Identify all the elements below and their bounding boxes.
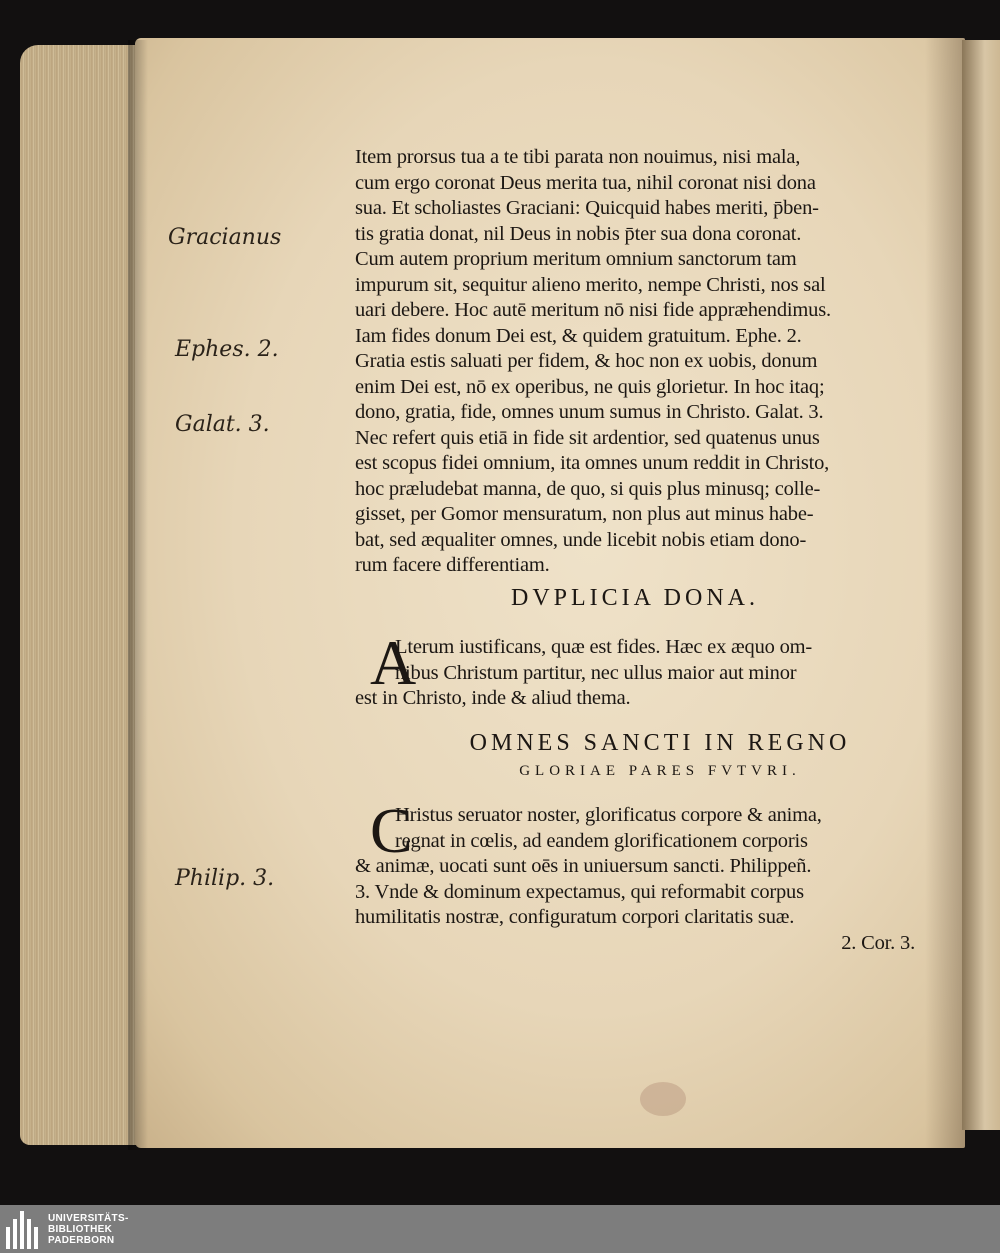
margin-note-philip: Philip. 3. <box>175 866 275 891</box>
text-line: nibus Christum partitur, nec ullus maior aut minor <box>395 661 797 684</box>
text-line: & animæ, uocati sunt oēs in uniuersum sancti. Philippeñ. <box>355 855 812 877</box>
text-line: Hristus seruator noster, glorificatus corpore & anima, <box>395 804 822 826</box>
margin-note-galat: Galat. 3. <box>175 412 270 437</box>
paper-stain <box>640 1082 686 1116</box>
library-footer <box>0 1205 1000 1253</box>
drop-cap: C <box>370 795 413 866</box>
text-line: enim Dei est, nō ex operibus, ne quis glorietur. In hoc itaq; <box>355 375 825 398</box>
text-line: uari debere. Hoc autē meritum nō nisi fide appræhendimus. <box>355 299 831 321</box>
paragraph-sancti <box>355 795 915 956</box>
text-line: regnat in cœlis, ad eandem glorificationem corporis <box>395 829 808 852</box>
library-name-line: BIBLIOTHEK <box>48 1223 113 1235</box>
text-line: 3. Vnde & dominum expectamus, qui reformabit corpus <box>355 880 804 903</box>
section-subheading: GLORIAE PARES FVTVRI. <box>519 763 801 779</box>
library-logo-icon <box>6 1209 38 1249</box>
text-line: est in Christo, inde & aliud thema. <box>355 687 631 709</box>
text-line: Gratia estis saluati per fidem, & hoc non ex uobis, donum <box>355 350 818 372</box>
section-heading: OMNES SANCTI IN REGNO <box>469 730 851 756</box>
library-name-line: PADERBORN <box>48 1234 115 1246</box>
text-line: Nec refert quis etiā in fide sit ardentior, sed quatenus unus <box>355 426 820 449</box>
text-line: dono, gratia, fide, omnes unum sumus in Christo. Galat. 3. <box>355 401 824 423</box>
text-line: rum facere differentiam. <box>355 554 550 576</box>
library-name <box>48 1213 129 1246</box>
paragraph-dona <box>355 627 915 712</box>
text-line: gisset, per Gomor mensuratum, non plus aut minus habe- <box>355 503 814 525</box>
text-line: hoc præludebat manna, de quo, si quis plus minusq; colle- <box>355 477 821 500</box>
text-line: sua. Et scholiastes Graciani: Quicquid habes meriti, p̄ben- <box>355 197 819 219</box>
text-line: Cum autem proprium meritum omnium sanctorum tam <box>355 248 797 270</box>
text-line: est scopus fidei omnium, ita omnes unum reddit in Christo, <box>355 452 830 474</box>
facing-page-edge <box>962 40 1000 1130</box>
text-line: bat, sed æqualiter omnes, unde licebit nobis etiam dono- <box>355 528 807 551</box>
library-name-line: UNIVERSITÄTS- <box>48 1212 129 1224</box>
catchword: 2. Cor. 3. <box>841 931 915 954</box>
margin-note-gracianus: Gracianus <box>168 225 282 250</box>
text-line: Lterum iustificans, quæ est fides. Hæc ex æquo om- <box>395 636 813 658</box>
text-line: impurum sit, sequitur alieno merito, nempe Christi, nos sal <box>355 273 826 296</box>
text-line: cum ergo coronat Deus merita tua, nihil coronat nisi dona <box>355 171 816 194</box>
text-line: tis gratia donat, nil Deus in nobis p̄ter sua dona coronat. <box>355 222 802 245</box>
text-line: humilitatis nostræ, configuratum corpori claritatis suæ. <box>355 906 795 928</box>
drop-cap: A <box>370 627 417 698</box>
margin-note-ephes: Ephes. 2. <box>175 337 279 362</box>
paragraph-main <box>355 145 915 579</box>
text-line: Iam fides donum Dei est, & quidem gratuitum. Ephe. 2. <box>355 324 802 347</box>
edge-shadow <box>128 40 148 1150</box>
section-heading: DVPLICIA DONA. <box>511 585 759 611</box>
text-line: Item prorsus tua a te tibi parata non nouimus, nisi mala, <box>355 146 801 168</box>
